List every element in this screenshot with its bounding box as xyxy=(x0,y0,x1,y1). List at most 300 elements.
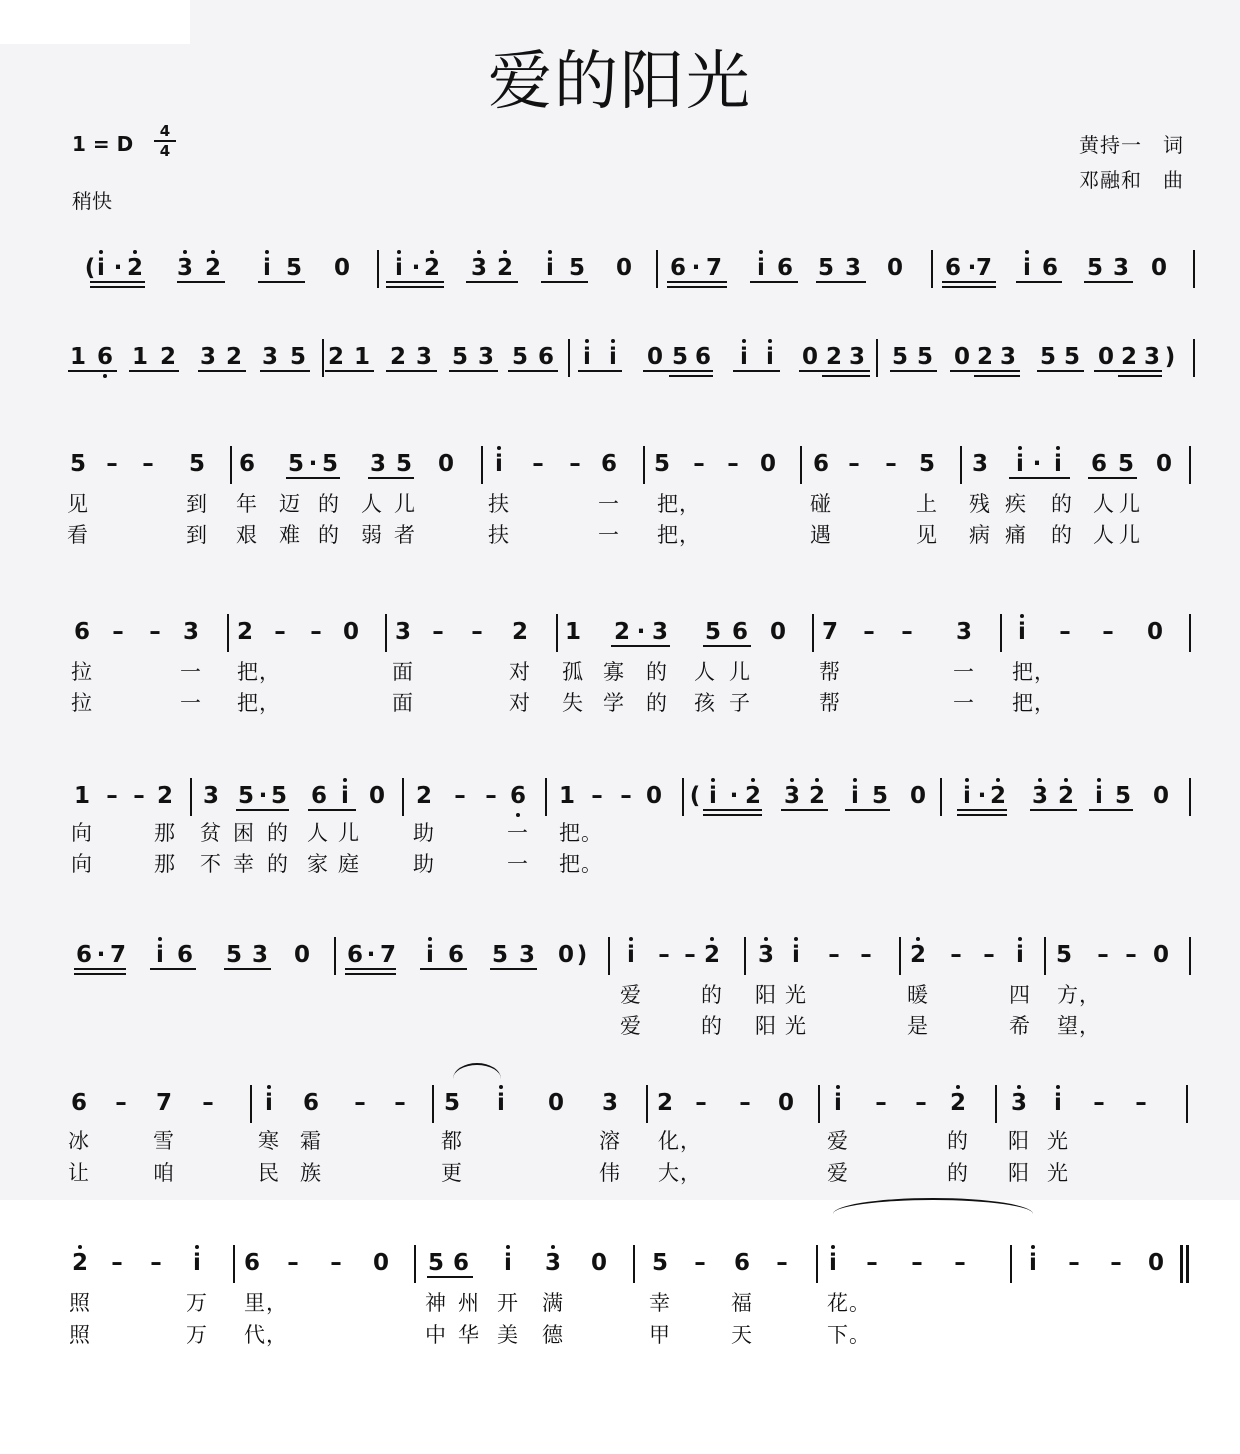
lyric-syllable: 让 xyxy=(68,1161,90,1185)
lyric-syllable: 向 xyxy=(71,821,93,845)
note: 5 xyxy=(651,1250,668,1276)
barline xyxy=(995,1085,997,1123)
lyric-syllable: 望， xyxy=(1057,1014,1101,1038)
extension-dash: – xyxy=(866,1250,878,1276)
note: i xyxy=(1000,941,1040,969)
barline xyxy=(1189,937,1191,975)
note: i xyxy=(693,782,733,810)
lyric-syllable: 助 xyxy=(413,821,435,845)
lyric-syllable: 化， xyxy=(658,1129,702,1153)
barline xyxy=(481,446,483,484)
note: 5 xyxy=(891,344,908,370)
lyric-syllable: 艰 xyxy=(236,523,258,547)
extension-dash: – xyxy=(330,1250,342,1276)
lyric-syllable: 残 xyxy=(969,492,991,516)
tie-arc xyxy=(833,1198,1033,1230)
barline xyxy=(816,1245,818,1283)
note: 2 xyxy=(156,783,173,809)
barline xyxy=(233,1245,235,1283)
note: 2 xyxy=(225,344,242,370)
barline xyxy=(556,614,558,652)
extension-dash: – xyxy=(569,451,581,477)
note: 2 xyxy=(412,254,452,282)
lyric-syllable: 阳 xyxy=(1008,1129,1030,1153)
beam-underline xyxy=(669,375,713,377)
lyric-syllable: 阳 xyxy=(755,983,777,1007)
lyric-syllable: 儿 xyxy=(338,821,360,845)
lyric-syllable: 是 xyxy=(907,1014,929,1038)
beam-underline xyxy=(1037,370,1084,372)
beam-underline xyxy=(1094,370,1162,372)
lyric-syllable: 美 xyxy=(497,1323,519,1347)
beam-underline xyxy=(974,375,1020,377)
note: i xyxy=(140,941,180,969)
note: 5 xyxy=(270,783,287,809)
lyric-syllable: 迈 xyxy=(279,492,301,516)
lyric-syllable: 那 xyxy=(154,821,176,845)
note: 6 xyxy=(731,619,748,645)
lyric-syllable: 疾 xyxy=(1005,492,1027,516)
lyric-syllable: 者 xyxy=(394,523,416,547)
note: 5 xyxy=(427,1250,444,1276)
beam-underline xyxy=(781,809,828,811)
barline xyxy=(334,937,336,975)
note: i xyxy=(479,450,519,478)
beam-underline xyxy=(845,809,890,811)
extension-dash: – xyxy=(112,619,124,645)
note: 0 xyxy=(777,1090,794,1116)
barline xyxy=(818,1085,820,1123)
lyric-syllable: 弱 xyxy=(361,523,383,547)
beam-underline xyxy=(643,370,713,372)
lyric-syllable: 人 xyxy=(307,821,329,845)
lyricist-credit: 黄持一 词 xyxy=(1079,133,1184,157)
beam-underline xyxy=(1089,809,1133,811)
note: 2 xyxy=(236,619,253,645)
extension-dash: – xyxy=(828,942,840,968)
extension-dash: – xyxy=(591,783,603,809)
barline xyxy=(1180,1245,1183,1283)
lyric-syllable: 人 xyxy=(361,492,383,516)
note: i xyxy=(776,941,816,969)
beam-underline xyxy=(750,281,798,283)
lyric-syllable: 人 xyxy=(1093,492,1115,516)
note: 3 xyxy=(999,1089,1039,1117)
extension-dash: – xyxy=(954,1250,966,1276)
barline xyxy=(1044,937,1046,975)
lyric-syllable: 德 xyxy=(542,1323,564,1347)
lyric-syllable: 甲 xyxy=(649,1323,671,1347)
note: 6 xyxy=(452,1250,469,1276)
note: i xyxy=(611,941,651,969)
note: 5 xyxy=(1063,344,1080,370)
beam-underline xyxy=(260,370,310,372)
extension-dash: – xyxy=(202,1090,214,1116)
note: 5 xyxy=(491,942,508,968)
barline xyxy=(646,1085,648,1123)
note: 5 xyxy=(511,344,528,370)
barline xyxy=(385,614,387,652)
beam-underline xyxy=(1118,375,1162,377)
lyric-syllable: 霜 xyxy=(300,1129,322,1153)
extension-dash: – xyxy=(354,1090,366,1116)
lyric-syllable: 中 xyxy=(425,1323,447,1347)
dot-mark: · xyxy=(308,451,318,477)
lyric-syllable: 幸 xyxy=(649,1291,671,1315)
note: 0 xyxy=(372,1250,389,1276)
note: 3 xyxy=(1020,782,1060,810)
note: 5 xyxy=(443,1090,460,1116)
lyric-syllable: 光 xyxy=(785,1014,807,1038)
extension-dash: – xyxy=(739,1090,751,1116)
note: 0 xyxy=(1155,451,1172,477)
paren-mark: ( xyxy=(689,783,701,809)
note: 2 xyxy=(978,782,1018,810)
lyric-syllable: 难 xyxy=(279,523,301,547)
note: 1 xyxy=(564,619,581,645)
note: 1 xyxy=(131,344,148,370)
note: i xyxy=(593,343,633,371)
note: 2 xyxy=(692,941,732,969)
barline xyxy=(402,778,404,816)
note: 5 xyxy=(704,619,721,645)
extension-dash: – xyxy=(901,619,913,645)
note: 0 xyxy=(368,783,385,809)
note: 6 xyxy=(537,344,554,370)
note: i xyxy=(1007,254,1047,282)
lyric-syllable: 失 xyxy=(562,691,584,715)
note: 7 xyxy=(975,255,992,281)
note: 0 xyxy=(953,344,970,370)
beam-underline xyxy=(703,645,751,647)
lyric-syllable: 拉 xyxy=(71,691,93,715)
note: 3 xyxy=(601,1090,618,1116)
key-signature: 1 = D xyxy=(72,132,134,156)
note: i xyxy=(1038,1089,1078,1117)
lyric-syllable: 一 xyxy=(598,523,620,547)
beam-underline xyxy=(942,286,996,288)
note: 2 xyxy=(389,344,406,370)
lyric-syllable: 对 xyxy=(509,660,531,684)
note: i xyxy=(247,254,287,282)
note: 5 xyxy=(225,942,242,968)
lyric-syllable: 困 xyxy=(233,821,255,845)
extension-dash: – xyxy=(1097,942,1109,968)
note: 5 xyxy=(321,451,338,477)
lyric-syllable: 病 xyxy=(969,523,991,547)
note: 3 xyxy=(199,344,216,370)
beam-underline xyxy=(822,375,870,377)
lyric-syllable: 爱 xyxy=(620,1014,642,1038)
barline xyxy=(608,937,610,975)
note: i xyxy=(1079,782,1119,810)
note: 3 xyxy=(182,619,199,645)
lyric-syllable: 把。 xyxy=(559,821,603,845)
note: 2 xyxy=(193,254,233,282)
lyric-syllable: 咱 xyxy=(153,1161,175,1185)
lyric-syllable: 把， xyxy=(657,492,701,516)
extension-dash: – xyxy=(1059,619,1071,645)
note: 2 xyxy=(938,1089,978,1117)
dot-mark: · xyxy=(366,942,376,968)
note: i xyxy=(249,1089,289,1117)
note: 6 xyxy=(85,343,125,371)
lyric-syllable: 一 xyxy=(598,492,620,516)
lyric-syllable: 代， xyxy=(244,1323,288,1347)
beam-underline xyxy=(308,809,356,811)
lyric-syllable: 满 xyxy=(542,1291,564,1315)
lyric-syllable: 一 xyxy=(180,660,202,684)
note: 6 xyxy=(302,1090,319,1116)
note: 6 xyxy=(176,942,193,968)
note: 5 xyxy=(69,451,86,477)
note: 5 xyxy=(568,255,585,281)
note: 6 xyxy=(346,942,363,968)
note: 5 xyxy=(287,451,304,477)
lyric-syllable: 的 xyxy=(1051,492,1073,516)
lyric-syllable: 人 xyxy=(694,660,716,684)
lyric-syllable: 学 xyxy=(603,691,625,715)
barline xyxy=(250,1085,252,1123)
note: 5 xyxy=(1055,942,1072,968)
note: 1 xyxy=(73,783,90,809)
note: 5 xyxy=(285,255,302,281)
lyric-syllable: 方， xyxy=(1057,983,1101,1007)
barline xyxy=(633,1245,635,1283)
tie-arc xyxy=(453,1063,501,1095)
barline xyxy=(322,339,324,377)
note: 6 xyxy=(73,619,90,645)
note: 3 xyxy=(971,451,988,477)
note: i xyxy=(1002,618,1042,646)
note: i xyxy=(1038,450,1078,478)
lyric-syllable: 光 xyxy=(785,983,807,1007)
note: 6 xyxy=(75,942,92,968)
lyric-syllable: 一 xyxy=(953,691,975,715)
lyric-syllable: 不 xyxy=(200,852,222,876)
extension-dash: – xyxy=(532,451,544,477)
note: 5 xyxy=(653,451,670,477)
beam-underline xyxy=(611,645,670,647)
barline xyxy=(931,250,933,288)
lyric-syllable: 一 xyxy=(507,821,529,845)
note: i xyxy=(325,782,365,810)
extension-dash: – xyxy=(1102,619,1114,645)
beam-underline xyxy=(541,281,588,283)
lyric-syllable: 痛 xyxy=(1005,523,1027,547)
barline xyxy=(432,1085,434,1123)
lyric-syllable: 把。 xyxy=(559,852,603,876)
lyric-syllable: 民 xyxy=(258,1161,280,1185)
beam-underline xyxy=(386,281,444,283)
lyric-syllable: 神 xyxy=(425,1291,447,1315)
beam-underline xyxy=(177,281,225,283)
lyric-syllable: 天 xyxy=(731,1323,753,1347)
note: 2 xyxy=(613,619,630,645)
note: 0 xyxy=(645,783,662,809)
lyric-syllable: 儿 xyxy=(1119,492,1141,516)
lyric-syllable: 阳 xyxy=(755,1014,777,1038)
barline xyxy=(1189,614,1191,652)
lyric-syllable: 面 xyxy=(392,691,414,715)
note: 0 xyxy=(1147,1250,1164,1276)
barline xyxy=(1189,446,1191,484)
lyric-syllable: 对 xyxy=(509,691,531,715)
barline xyxy=(812,614,814,652)
note: 6 xyxy=(447,942,464,968)
note: 5 xyxy=(817,255,834,281)
dot-mark: · xyxy=(258,783,268,809)
note: 0 xyxy=(342,619,359,645)
lyric-syllable: 幸 xyxy=(233,852,255,876)
time-signature-bottom: 4 xyxy=(159,142,171,160)
lyric-syllable: 的 xyxy=(267,821,289,845)
note: 3 xyxy=(844,255,861,281)
lyric-syllable: 人 xyxy=(1093,523,1115,547)
note: i xyxy=(410,941,450,969)
note: 0 xyxy=(1152,783,1169,809)
beam-underline xyxy=(90,281,145,283)
note: 0 xyxy=(886,255,903,281)
extension-dash: – xyxy=(695,1090,707,1116)
beam-underline xyxy=(68,370,117,372)
lyric-syllable: 一 xyxy=(507,852,529,876)
beam-underline xyxy=(957,809,1007,811)
note: 6 xyxy=(694,344,711,370)
composer-credit: 邓融和 曲 xyxy=(1079,168,1184,192)
lyric-syllable: 里， xyxy=(244,1291,288,1315)
lyric-syllable: 州 xyxy=(458,1291,480,1315)
note: 1 xyxy=(558,783,575,809)
lyric-syllable: 伟 xyxy=(599,1161,621,1185)
lyric-syllable: 照 xyxy=(69,1291,91,1315)
note: 0 xyxy=(293,942,310,968)
extension-dash: – xyxy=(911,1250,923,1276)
lyric-syllable: 家 xyxy=(307,852,329,876)
note: 0 xyxy=(1150,255,1167,281)
beam-underline xyxy=(129,370,179,372)
lyric-syllable: 冰 xyxy=(68,1129,90,1153)
beam-underline xyxy=(90,286,145,288)
note: 6 xyxy=(1090,451,1107,477)
lyric-syllable: 拉 xyxy=(71,660,93,684)
beam-underline xyxy=(386,370,437,372)
note: 3 xyxy=(746,941,786,969)
lyric-syllable: 到 xyxy=(186,523,208,547)
lyric-syllable: 万 xyxy=(186,1323,208,1347)
lyric-syllable: 的 xyxy=(318,492,340,516)
dot-mark: · xyxy=(691,255,701,281)
lyric-syllable: 爱 xyxy=(827,1129,849,1153)
extension-dash: – xyxy=(106,783,118,809)
extension-dash: – xyxy=(885,451,897,477)
extension-dash: – xyxy=(694,1250,706,1276)
note: 5 xyxy=(671,344,688,370)
extension-dash: – xyxy=(106,451,118,477)
lyric-syllable: 的 xyxy=(646,660,668,684)
note: 0 xyxy=(615,255,632,281)
extension-dash: – xyxy=(915,1090,927,1116)
extension-dash: – xyxy=(848,451,860,477)
note: 5 xyxy=(451,344,468,370)
note: 6 xyxy=(812,451,829,477)
lyric-syllable: 面 xyxy=(392,660,414,684)
note: 2 xyxy=(115,254,155,282)
note: i xyxy=(530,254,570,282)
note: i xyxy=(750,343,790,371)
tempo-marking: 稍快 xyxy=(72,189,112,213)
time-signature-top: 4 xyxy=(154,122,176,142)
barline xyxy=(1186,1245,1189,1283)
note: 0 xyxy=(646,344,663,370)
lyric-syllable: 帮 xyxy=(819,660,841,684)
lyric-syllable: 族 xyxy=(300,1161,322,1185)
lyric-syllable: 贫 xyxy=(200,821,222,845)
note: 6 xyxy=(733,1250,750,1276)
lyric-syllable: 福 xyxy=(731,1291,753,1315)
note: 5 xyxy=(289,344,306,370)
lyric-syllable: 的 xyxy=(701,1014,723,1038)
beam-underline xyxy=(427,1276,473,1278)
note: 5 xyxy=(1117,451,1134,477)
note: 2 xyxy=(327,344,344,370)
beam-underline xyxy=(345,968,396,970)
extension-dash: – xyxy=(860,942,872,968)
dot-mark: · xyxy=(113,255,123,281)
note: 2 xyxy=(485,254,525,282)
lyric-syllable: 到 xyxy=(186,492,208,516)
note: 6 xyxy=(1041,255,1058,281)
note: 3 xyxy=(477,344,494,370)
lyric-syllable: 看 xyxy=(67,523,89,547)
note: 6 xyxy=(600,451,617,477)
note: 2 xyxy=(159,344,176,370)
beam-underline xyxy=(74,968,126,970)
lyric-syllable: 孩 xyxy=(694,691,716,715)
beam-underline xyxy=(799,370,870,372)
beam-underline xyxy=(703,809,762,811)
lyric-syllable: 儿 xyxy=(394,492,416,516)
note: 5 xyxy=(395,451,412,477)
barline xyxy=(1193,250,1195,288)
lyric-syllable: 华 xyxy=(458,1323,480,1347)
barline xyxy=(682,778,684,816)
note: 2 xyxy=(825,344,842,370)
top-left-blank xyxy=(0,0,190,44)
dot-mark: · xyxy=(977,783,987,809)
barline xyxy=(800,446,802,484)
note: 0 xyxy=(909,783,926,809)
extension-dash: – xyxy=(133,783,145,809)
barline xyxy=(899,937,901,975)
note: 0 xyxy=(1152,942,1169,968)
note: 3 xyxy=(848,344,865,370)
note: 5 xyxy=(871,783,888,809)
beam-underline xyxy=(224,968,271,970)
note: 6 xyxy=(70,1090,87,1116)
note: 0 xyxy=(801,344,818,370)
lyric-syllable: 的 xyxy=(701,983,723,1007)
note: 3 xyxy=(251,942,268,968)
beam-underline xyxy=(74,973,126,975)
barline xyxy=(414,1245,416,1283)
lyric-syllable: 孤 xyxy=(562,660,584,684)
note: 0 xyxy=(1146,619,1163,645)
extension-dash: – xyxy=(142,451,154,477)
lyric-syllable: 的 xyxy=(947,1129,969,1153)
note: 3 xyxy=(165,254,205,282)
lyric-syllable: 那 xyxy=(154,852,176,876)
